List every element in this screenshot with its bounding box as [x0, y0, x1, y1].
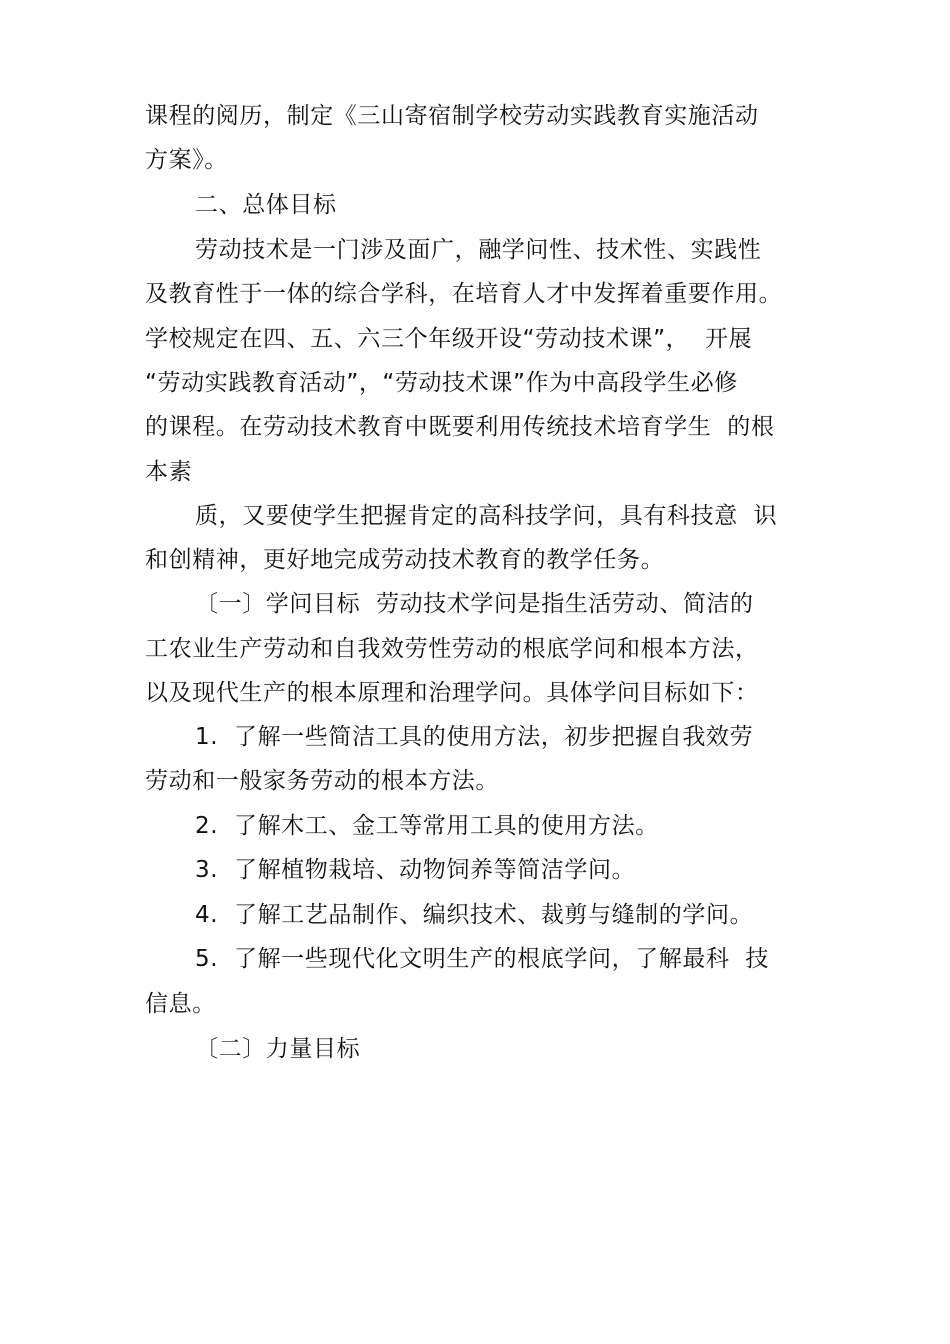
- text-line: 质，又要使学生把握肯定的高科技学问，具有科技意 识: [195, 503, 778, 529]
- text-line: 信息。: [145, 991, 216, 1017]
- text-line: 劳动技术是一门涉及面广，融学问性、技术性、实践性: [195, 237, 762, 263]
- subsection-heading: 〔二〕力量目标: [195, 1036, 361, 1062]
- list-item: 5. 了解一些现代化文明生产的根底学问，了解最科 技: [195, 946, 769, 972]
- section-heading: 二、总体目标: [195, 192, 337, 218]
- text-line: 工农业生产劳动和自我效劳性劳动的根底学问和根本方法，: [145, 636, 759, 662]
- list-item: 1. 了解一些简洁工具的使用方法，初步把握自我效劳: [195, 724, 754, 750]
- text-line: 本素: [145, 459, 193, 485]
- text-line: 方案》。: [145, 147, 228, 173]
- list-item: 2. 了解木工、金工等常用工具的使用方法。: [195, 813, 659, 839]
- text-line: “劳动实践教育活动”，“劳动技术课”作为中高段学生必修: [145, 370, 738, 396]
- text-line: 劳动和一般家务劳动的根本方法。: [145, 768, 499, 794]
- text-line: 学校规定在四、五、六三个年级开设“劳动技术课”， 开展: [145, 326, 753, 352]
- text-line: 和创精神，更好地完成劳动技术教育的教学任务。: [145, 547, 665, 573]
- list-item: 3. 了解植物栽培、动物饲养等简洁学问。: [195, 857, 636, 883]
- list-item: 4. 了解工艺品制作、编织技术、裁剪与缝制的学问。: [195, 902, 754, 928]
- text-line: 的课程。在劳动技术教育中既要利用传统技术培育学生 的根: [145, 414, 775, 440]
- subsection-heading: 〔一〕学问目标 劳动技术学问是指生活劳动、简洁的: [195, 591, 754, 617]
- text-line: 以及现代生产的根本原理和治理学问。具体学问目标如下：: [145, 680, 759, 706]
- text-line: 课程的阅历，制定《三山寄宿制学校劳动实践教育实施活动: [145, 103, 759, 129]
- text-line: 及教育性于一体的综合学科，在培育人才中发挥着重要作用。: [145, 281, 783, 307]
